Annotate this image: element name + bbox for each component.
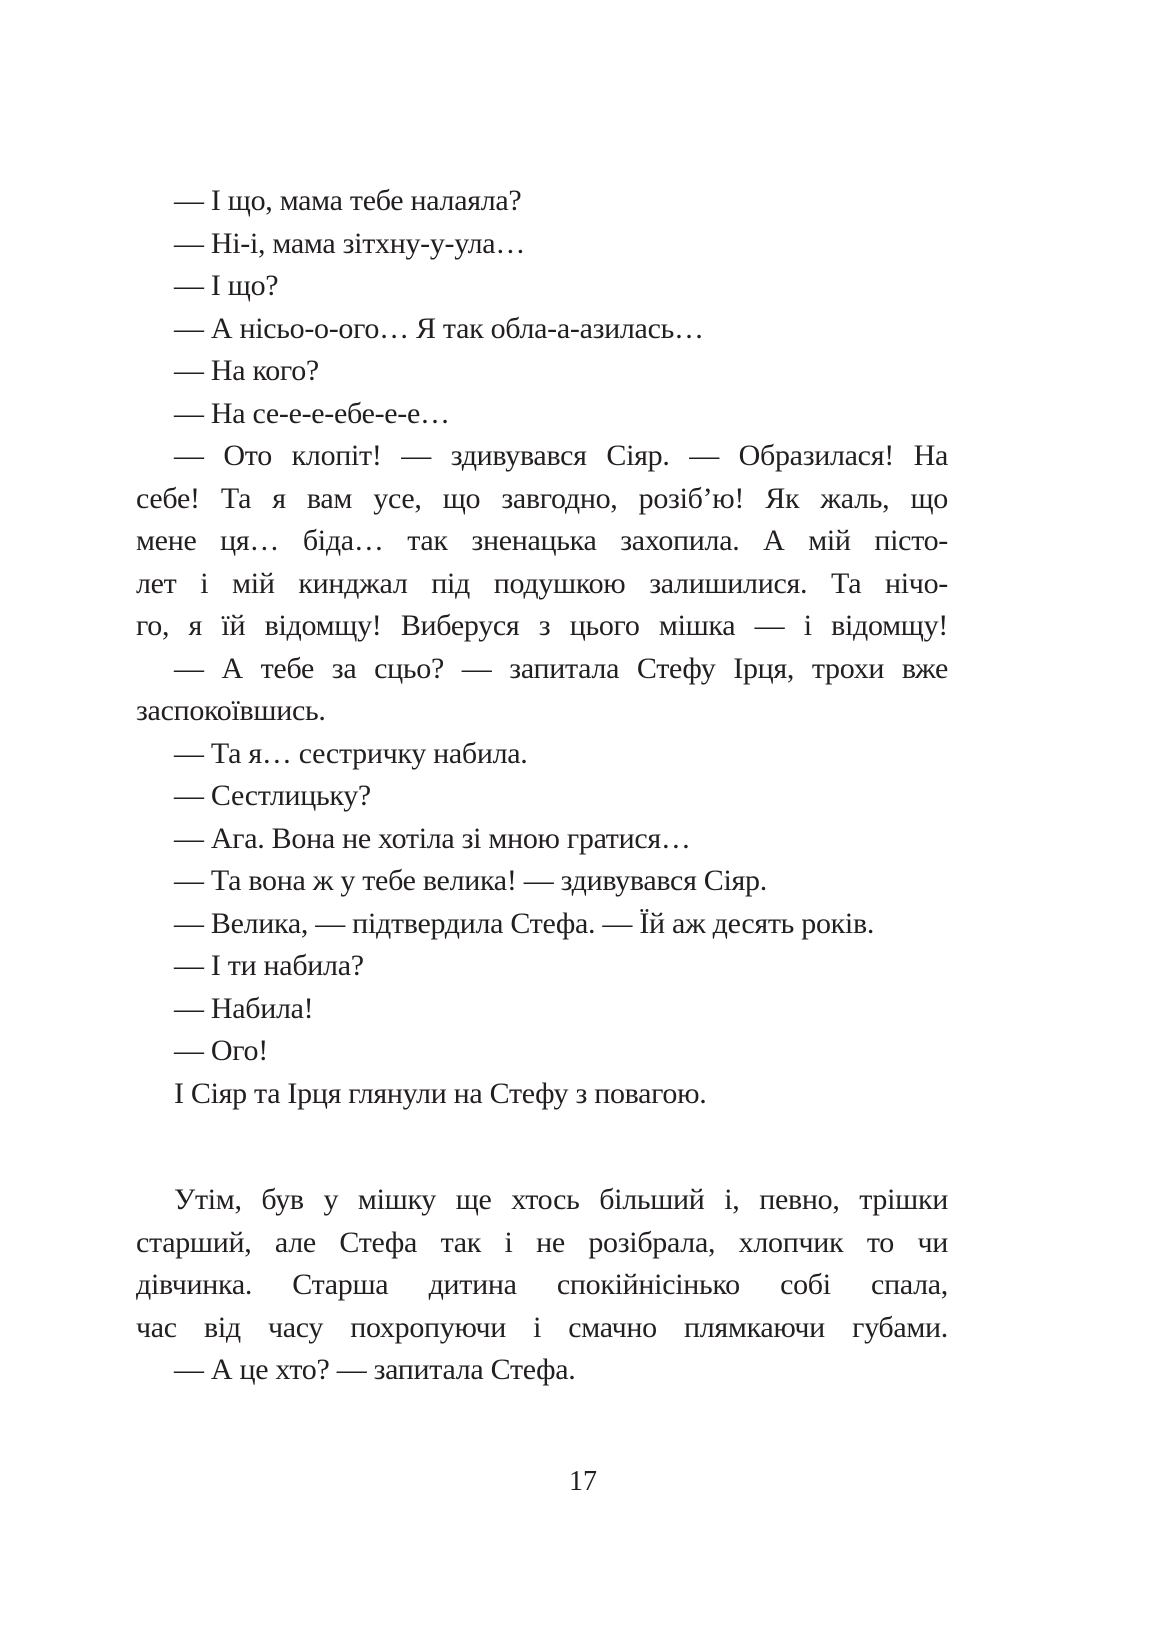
paragraph-line: час від часу похропуючи і смачно плямкаючи губами. bbox=[136, 1310, 948, 1344]
paragraph-line: Утім, був у мішку ще хтось більший і, певно, трішки bbox=[174, 1183, 948, 1216]
dialogue-line: — На кого? bbox=[174, 354, 319, 387]
paragraph-line: дівчинка. Старша дитина спокійнісінько собі спала, bbox=[136, 1268, 948, 1301]
narration-line: І Сіяр та Ірця глянули на Стефу з повагою. bbox=[174, 1076, 707, 1110]
paragraph-line: лет і мій кинджал під подушкою залишилися. Та нічо- bbox=[136, 566, 948, 600]
dialogue-line: — І що? bbox=[174, 269, 279, 302]
paragraph-line: себе! Та я вам усе, що завгодно, розіб’ю! Як жаль, що bbox=[136, 481, 948, 515]
paragraph-line: заспокоївшись. bbox=[136, 694, 326, 727]
paragraph-line: го, я їй відомщу! Виберуся з цього мішка — і відомщу! bbox=[136, 609, 948, 642]
dialogue-line: — І ти набила? bbox=[174, 949, 364, 982]
dialogue-line: — А це хто? — запитала Стефа. bbox=[174, 1353, 576, 1386]
paragraph-line: — А тебе за сцьо? — запитала Стефу Ірця, трохи вже bbox=[174, 651, 948, 685]
paragraph-line: мене ця… біда… так зненацька захопила. А мій пісто- bbox=[136, 524, 948, 557]
dialogue-line: — Ага. Вона не хотіла зі мною гратися… bbox=[174, 821, 691, 855]
page-number: 17 bbox=[569, 1466, 597, 1497]
dialogue-line: — Та я… сестричку набила. bbox=[174, 736, 528, 770]
dialogue-line: — А нісьо-о-ого… Я так обла-а-азилась… bbox=[174, 311, 704, 345]
dialogue-line: — Набила! bbox=[174, 991, 314, 1025]
dialogue-line: — Велика, — підтвердила Стефа. — Їй аж десять років. bbox=[174, 906, 875, 940]
dialogue-line: — Сестлицьку? bbox=[174, 779, 371, 812]
dialogue-line: — І що, мама тебе налаяла? bbox=[174, 184, 522, 217]
paragraph-line: — Ото клопіт! — здивувався Сіяр. — Образилася! На bbox=[174, 439, 948, 472]
paragraph-line: старший, але Стефа так і не розібрала, хлопчик то чи bbox=[136, 1225, 948, 1259]
dialogue-line: — Та вона ж у тебе велика! — здивувався Сіяр. bbox=[174, 864, 767, 897]
section-break bbox=[136, 1115, 948, 1179]
dialogue-line: — Ого! bbox=[174, 1034, 268, 1067]
book-page-text bbox=[136, 180, 948, 1392]
dialogue-line: — Ні-і, мама зітхну-у-ула… bbox=[174, 226, 526, 260]
dialogue-line: — На се-е-е-ебе-е-е… bbox=[174, 396, 450, 430]
